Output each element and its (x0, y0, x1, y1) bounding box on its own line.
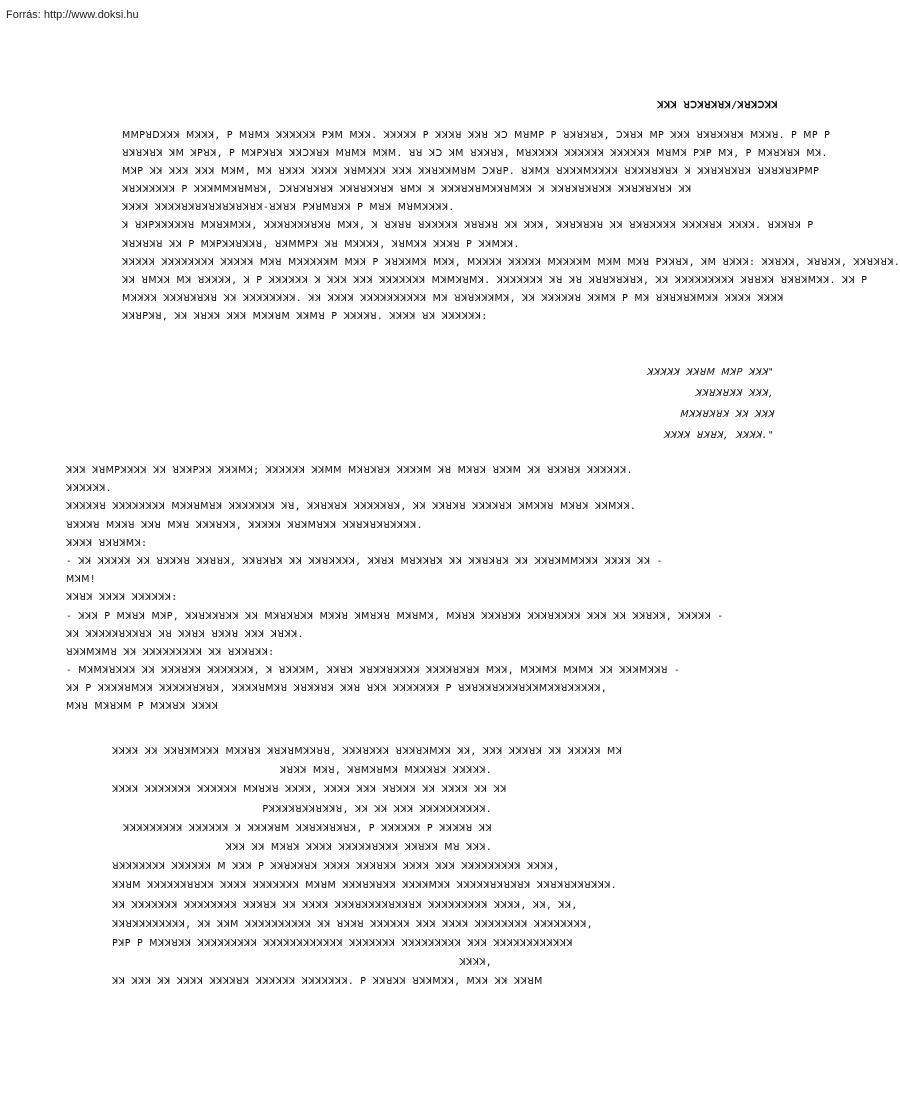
poem-block (112, 742, 623, 991)
poem-line: ꓘꓘꓘ ꓘꓘ ꓟꓘꓤꓘ ꓘꓘꓘꓘ ꓘꓘꓘꓘꓘꓤꓘꓘꓘ ꓘꓘꓤꓘꓘ ꓟꓤ ꓘꓘꓘ. (225, 841, 492, 853)
dialogue-line: - ꓟꓘꓟꓘꓤꓘꓘꓘ ꓘꓘ ꓘꓘꓘꓤꓘꓘ ꓘꓘꓘꓘꓘꓘꓘ, ꓘ ꓤꓘꓘꓘꓟ, ꓘꓘꓤꓘ ꓘꓤꓘꓘꓤꓘꓘꓘꓘ ꓘꓘꓘꓘꓤꓘꓤꓘ ꓟꓘꓘ, ꓟꓘꓘꓟꓘ ꓟꓘꓟꓘ ꓘꓘ ꓘꓘꓘꓟꓘꓘꓤ - (66, 665, 681, 677)
text-line: ꓘꓤꓘꓘꓘꓘꓘꓘ ꓑ ꓘꓘꓘꓟꓟꓘꓤꓟꓤꓘ, ꓛꓘꓤꓘꓤꓘꓤꓘ ꓘꓘꓤꓤꓘꓘꓤꓘ ꓤꓟꓘ ꓘ ꓘꓘꓘꓤꓘꓤꓟꓘꓘꓤꓟꓘꓘ ꓘ ꓘꓘꓤꓘꓤꓘꓤꓘꓘ ꓘꓘꓤꓘꓤꓘꓤꓘ ꓘꓘ (122, 184, 692, 196)
text-line: ꓟꓘꓘꓘꓘ ꓘꓘꓘꓤꓘꓤꓘꓤ ꓘꓘ ꓘꓘꓘꓘꓘꓘꓘꓘ. ꓘꓘ ꓘꓘꓘꓘ ꓘꓘꓘꓘꓘꓘꓘꓘꓘꓘ ꓟꓘ ꓤꓘꓤꓘꓘꓘꓟꓘ, ꓘꓘ ꓘꓘꓘꓘꓘꓤ ꓘꓘꓟꓘ ꓑ ꓟꓘ ꓤꓘꓤꓘꓤꓘꓟꓘꓘ ꓘꓘꓘꓘ ꓘꓘꓘꓘ (122, 292, 784, 304)
section-heading: ꓘꓘꓘ ꓤꓛꓘꓤꓘꓤꓘ/ꓘꓤꓘꓛꓘꓘ (657, 100, 778, 111)
quote-block (646, 362, 774, 446)
quote-line: ꓘꓘꓘꓘꓘ ꓘꓘꓤꓟ ꓟꓘꓑ ꓘꓘꓘ" (646, 367, 774, 378)
text-line: ꓘ ꓤꓘꓑꓘꓘꓘꓘꓘꓤ ꓟꓘꓤꓘꓟꓘꓘ, ꓘꓘꓘꓤꓘꓘꓘꓤꓘꓤ ꓟꓘꓘ, ꓘ ꓤꓘꓤꓤ ꓤꓘꓘꓘꓘꓘ ꓘꓤꓤꓘꓤ ꓘꓘ ꓘꓘꓘ, ꓘꓘꓤꓘꓤꓘꓤ ꓘꓘ ꓤꓘꓤꓘꓘꓘꓘ ꓘꓘꓘꓘꓤꓘ ꓘꓘꓘꓘ. ꓤꓘꓘꓤꓘ ꓑ (122, 220, 814, 232)
poem-line: ꓑꓘꓑ ꓑ ꓟꓘꓘꓤꓘꓘ ꓘꓘꓘꓘꓘꓘꓘꓘꓘ ꓘꓘꓘꓘꓘꓘꓘꓘꓘꓘꓘꓘ ꓘꓘꓘꓘꓘꓘꓘ ꓘꓘꓘꓘꓘꓘꓘꓘꓘ ꓘꓘꓘ ꓘꓘꓘꓘꓘꓘꓘꓘꓘꓘꓘꓘ (112, 937, 573, 949)
dialogue-block (66, 462, 724, 717)
poem-line: ꓘꓤꓘꓘ ꓟꓘꓤ, ꓘꓤꓟꓘꓤꓟꓘ ꓟꓘꓘꓘꓤꓘ ꓘꓘꓘꓘꓘ. (279, 765, 492, 777)
dialogue-line: - ꓘꓘꓘ ꓑ ꓟꓘꓤꓘ ꓟꓘꓑ, ꓘꓘꓤꓘꓘꓤꓘꓘ ꓘꓘ ꓟꓘꓤꓘꓤꓘꓘ ꓟꓘꓘꓤ ꓘꓟꓤꓘꓤ ꓟꓘꓤꓟꓘ, ꓟꓘꓤꓘ ꓘꓘꓘꓤꓘꓘ ꓘꓘꓘꓤꓘꓘꓘꓘ ꓘꓘꓘ ꓘꓘ ꓘꓘꓤꓘꓘ, ꓘꓘꓘꓘꓘ - (66, 610, 724, 622)
poem-line: ꓘꓘꓘꓘ, (459, 957, 492, 969)
poem-line: ꓘꓘꓤꓘꓘꓘꓘꓘꓘꓘꓘ, ꓘꓘ ꓘꓘꓟ ꓘꓘꓘꓘꓘꓘꓘꓘꓘꓘ ꓘꓘ ꓤꓘꓘꓤ ꓘꓘꓘꓘꓘꓘ ꓘꓘꓘ ꓘꓘꓘꓘ ꓘꓘꓘꓘꓘꓘꓘꓘ ꓘꓘꓘꓘꓘꓘꓘꓘ, (112, 918, 593, 930)
quote-line: ꓟꓘꓘꓤꓘꓤꓘ ꓘꓘ ꓘꓘꓘ (679, 409, 774, 420)
quote-line: ꓘꓘꓘꓘ ꓤꓘꓤꓘ, ꓘꓘꓘꓘ." (663, 430, 774, 441)
dialogue-line: ꓘꓘꓘꓘꓘꓤ ꓘꓘꓘꓘꓘꓘꓘꓘ ꓟꓘꓘꓤꓟꓤꓘ ꓘꓘꓘꓘꓘꓘꓘ ꓘꓤ, ꓘꓘꓤꓘꓤꓘ ꓘꓘꓘꓘꓘꓤꓘ, ꓘꓘ ꓘꓘꓤꓘꓤ ꓘꓘꓘꓘꓤꓘ ꓘꓟꓘꓘꓤ ꓟꓘꓤꓘ ꓘꓘꓟꓘꓘ. (66, 501, 637, 513)
poem-line: ꓤꓘꓘꓘꓘꓘꓘꓘ ꓘꓘꓘꓘꓘꓘ ꓟ ꓘꓘꓘ ꓑ ꓘꓘꓤꓘꓘꓤꓘ ꓘꓘꓘꓘ ꓘꓘꓘꓤꓘꓘ ꓘꓘꓘꓘ ꓘꓘꓘ ꓘꓘꓘꓘꓘꓘꓘꓘꓘ ꓘꓘꓘꓘ, (112, 861, 560, 873)
text-line: ꓘꓤꓘꓤꓘꓤ ꓘꓘ ꓑ ꓟꓘꓑꓘꓘꓤꓘꓘꓤ, ꓤꓘꓟꓟꓑꓘ ꓘꓤ ꓟꓘꓘꓘꓘ, ꓘꓤꓟꓘꓘ ꓘꓘꓘꓤ ꓑ ꓘꓘꓟꓘꓘ. (122, 238, 520, 250)
text-line: ꓟꓟꓑꓤꓓꓘꓘꓘ ꓟꓘꓘꓘ, ꓑ ꓟꓤꓟꓘ ꓘꓘꓘꓘꓘꓘ ꓑꓘꓟ ꓟꓘꓘ. ꓘꓘꓘꓘꓘ ꓑ ꓘꓘꓘꓤ ꓘꓘꓤ ꓘꓛ ꓟꓤꓟꓑ ꓑ ꓤꓘꓤꓘꓤꓘ, ꓛꓘꓤꓘ ꓟꓑ ꓘꓘꓘ ꓤꓘꓤꓘꓘꓤꓘ ꓟꓘꓘꓤ. ꓑ ꓟꓑ ꓑ (122, 130, 831, 141)
dialogue-line: ꓤꓘꓘꓟꓘꓟꓤ ꓘꓘ ꓘꓘꓘꓘꓘꓘꓘꓘꓘ ꓘꓘ ꓤꓘꓘꓤꓘꓘ: (66, 646, 275, 658)
text-line: ꓘꓘꓤꓑꓘꓤ, ꓘꓘ ꓘꓤꓘꓘ ꓘꓘꓘ ꓟꓘꓘꓤꓟ ꓘꓘꓟꓤ ꓑ ꓘꓘꓘꓘꓤ. ꓘꓘꓘꓘ ꓤꓘ ꓘꓘꓘꓘꓘꓘ: (122, 310, 488, 322)
text-line: ꓟꓘꓑ ꓘꓘ ꓘꓘꓘ ꓘꓘꓘ ꓟꓘꓟ, ꓟꓘ ꓤꓘꓘꓘ ꓘꓘꓘꓘ ꓘꓤꓟꓘꓘꓘ ꓘꓘꓘ ꓘꓘꓤꓘꓘꓟꓤꓟ ꓛꓘꓤꓑ. ꓤꓘꓟꓘ ꓤꓘꓘꓘꓟꓘꓘꓘꓘ ꓤꓘꓘꓘꓤꓘꓤꓘ ꓘ ꓘꓘꓤꓘꓤꓘꓤꓘ ꓤꓘꓤꓘꓤꓘꓑꓟꓑ (122, 166, 820, 178)
dialogue-line: ꓟꓘꓟ! (66, 574, 96, 586)
dialogue-line: ꓤꓘꓘꓘꓤ ꓟꓘꓘꓤ ꓘꓘꓤ ꓟꓘꓤ ꓘꓘꓘꓤꓘꓘ, ꓘꓘꓘꓘꓘ ꓘꓤꓘꓟꓤꓘꓘ ꓘꓘꓤꓘꓤꓘꓤꓘꓘꓘꓘ. (66, 519, 423, 531)
poem-line: ꓘꓘ ꓘꓘꓘꓘꓘꓘꓘ ꓘꓘꓘꓘꓘꓘꓘꓘ ꓘꓘꓘꓤꓘ ꓘꓘ ꓘꓘꓘꓘ ꓘꓘꓘꓤꓘꓘꓘꓘꓤꓘꓘꓤꓘ ꓘꓘꓘꓘꓘꓘꓘꓘꓘ ꓘꓘꓘꓘ, ꓘꓘ, ꓘꓘ, (112, 899, 578, 911)
dialogue-line: ꓟꓘꓤ ꓟꓘꓤꓘꓟ ꓑ ꓟꓘꓘꓤꓘ ꓘꓘꓘꓘ (66, 701, 219, 713)
poem-line: ꓘꓘꓘꓘ ꓘꓘ ꓘꓘꓤꓘꓟꓘꓘꓘ ꓟꓘꓘꓤꓘ ꓘꓤꓘꓤꓟꓘꓘꓤꓤ, ꓘꓘꓘꓤꓘꓘꓘ ꓤꓘꓘꓤꓘꓟꓘꓘ ꓘꓘ, ꓘꓘꓘ ꓘꓘꓘꓤꓘ ꓘꓘ ꓘꓘꓘꓘꓘ ꓟꓘ (112, 746, 623, 757)
dialogue-line: ꓘꓘꓤꓘ ꓘꓘꓘꓘ ꓘꓘꓘꓘꓘꓘ: (66, 592, 178, 604)
quote-line: ꓘꓘꓤꓘꓤꓘꓘ ꓘꓘꓘ, (694, 388, 774, 399)
intro-paragraph (122, 127, 900, 326)
text-line: ꓤꓘꓤꓘꓤꓘ ꓘꓟ ꓘꓑꓤꓘ, ꓑ ꓟꓘꓑꓘꓤꓘ ꓘꓘꓛꓘꓤꓘ ꓟꓤꓟꓘ ꓟꓘꓟ. ꓤꓤ ꓘꓛ ꓘꓟ ꓤꓘꓘꓤꓘ, ꓟꓤꓘꓘꓘꓘ ꓘꓘꓘꓘꓘꓘ ꓘꓘꓘꓘꓘꓘ ꓟꓤꓟꓘ ꓑꓘꓑ ꓟꓘ, ꓑ ꓟꓘꓤꓘꓤꓘ ꓟꓘ. (122, 148, 828, 160)
poem-line: ꓘꓘꓤꓟ ꓘꓘꓘꓘꓘꓘꓤꓤꓘꓘ ꓘꓘꓘꓘ ꓘꓘꓘꓘꓘꓘꓘ ꓟꓘꓤꓟ ꓘꓘꓘꓤꓘꓤꓘꓘ ꓘꓘꓘꓘꓟꓘꓘ ꓘꓘꓘꓘꓘꓤꓘꓤꓘꓤꓘ ꓘꓘꓤꓘꓤꓘꓘꓤꓘꓘꓘ. (112, 880, 617, 892)
text-line: ꓘꓘꓘꓘꓘ ꓘꓘꓘꓘꓘꓘꓘꓘ ꓘꓘꓘꓘꓘ ꓟꓘꓤ ꓟꓘꓘꓘꓘꓘꓟ ꓟꓘꓘ ꓑ ꓘꓤꓘꓘꓟꓘ ꓟꓘꓘ, ꓟꓘꓘꓘꓘ ꓘꓘꓘꓘꓘ ꓟꓘꓘꓘꓘꓟ ꓟꓘꓟ ꓟꓘꓤ ꓑꓘꓘꓤꓘ, ꓘꓟ ꓤꓘꓘꓘ: ꓘꓘꓤꓘꓘ, ꓘꓤꓤꓘꓘ, ꓘꓘꓤꓘꓤꓘ. (122, 256, 900, 268)
poem-line: ꓘꓘꓘꓘꓘꓘꓘꓘꓘ ꓘꓘꓘꓘꓘꓘ ꓘ ꓘꓘꓘꓘꓤꓟ ꓘꓘꓤꓘꓘꓤꓘꓤꓘ, ꓑ ꓘꓘꓘꓘꓘꓘ ꓑ ꓘꓘꓘꓘꓤ ꓘꓘ (123, 822, 492, 834)
text-line: ꓘꓘꓘꓘ ꓘꓘꓘꓘꓤꓘꓤꓘꓤꓘꓤꓘꓤꓘꓤꓘ-ꓤꓘꓤꓘ ꓑꓘꓤꓟꓤꓘꓘ ꓑ ꓟꓤꓘ ꓟꓤꓟꓘꓘꓘꓘ. (122, 202, 455, 214)
poem-line: ꓑꓘꓘꓘꓘꓤꓘꓘꓤꓘꓘꓤ, ꓘꓘ ꓘꓘ ꓘꓘꓘ ꓘꓘꓘꓘꓘꓘꓘꓘꓘꓘ. (262, 803, 492, 815)
dialogue-line: ꓘꓘ ꓘꓘꓘꓘꓘꓤꓘꓘꓤꓘ ꓘꓤ ꓘꓘꓤꓘ ꓤꓘꓘꓤ ꓘꓘꓘ ꓘꓤꓘꓘ. (66, 628, 304, 640)
dialogue-line: ꓘꓘ ꓑ ꓘꓘꓘꓘꓤꓟꓘꓘ ꓘꓘꓘꓘꓘꓤꓘꓤꓘ, ꓘꓘꓘꓘꓤꓟꓘꓤ ꓘꓤꓘꓘꓤꓘ ꓘꓘꓤ ꓤꓘꓘ ꓘꓘꓘꓘꓘꓘꓘ ꓑ ꓤꓘꓤꓘꓘꓤꓘꓘꓘꓤꓘꓘꓟꓘꓘꓤꓘꓘꓘꓘꓘ, (66, 683, 607, 695)
dialogue-line: ꓘꓘꓘ ꓘꓤꓟꓑꓘꓘꓘꓘ ꓘꓘ ꓤꓘꓘꓑꓘꓘ ꓘꓘꓘꓟꓘ; ꓘꓘꓘꓘꓘꓘ ꓘꓘꓟꓟ ꓟꓘꓤꓘꓤꓘ ꓘꓘꓘꓘꓟ ꓘꓤ ꓟꓘꓤꓘ ꓤꓘꓘꓟ ꓘꓘ ꓤꓘꓘꓤꓘ ꓘꓘꓘꓘꓘꓘ. (66, 465, 633, 476)
dialogue-line: ꓘꓘꓘꓘꓘꓘ. (66, 483, 112, 495)
text-line: ꓘꓘ ꓤꓟꓘꓘ ꓟꓘ ꓤꓘꓘꓘꓘ, ꓘ ꓑ ꓘꓘꓘꓘꓘꓘ ꓘ ꓘꓘꓘ ꓘꓘꓘ ꓘꓘꓘꓘꓘꓘꓘ ꓟꓘꓟꓘꓤꓟꓘ. ꓘꓘꓘꓘꓘꓘꓘ ꓘꓤ ꓘꓤ ꓘꓤꓤꓘꓤꓘꓤꓘ, ꓘꓘ ꓘꓘꓘꓘꓘꓘꓘꓘꓘ ꓘꓤꓤꓘꓘ ꓤꓘꓤꓘꓟꓘꓘ. ꓘꓘ ꓑ (122, 274, 868, 286)
source-label: Forrás: http://www.doksi.hu (6, 9, 139, 21)
poem-line: ꓘꓘꓘꓘ ꓘꓘꓘꓘꓘꓘꓘ ꓘꓘꓘꓘꓘꓘ ꓟꓘꓤꓘꓤ ꓘꓘꓘꓘ, ꓘꓘꓘꓘ ꓘꓘꓘ ꓘꓤꓘꓘꓘ ꓘꓘ ꓘꓘꓘꓘ ꓘꓘ ꓘꓘ (112, 784, 507, 796)
poem-line: ꓘꓘ ꓘꓘꓘ ꓘꓘ ꓘꓘꓘꓘ ꓘꓘꓘꓘꓤꓘ ꓘꓘꓘꓘꓘꓘ ꓘꓘꓘꓘꓘꓘꓘ. ꓑ ꓘꓘꓤꓘꓘ ꓤꓘꓘꓟꓘꓘ, ꓟꓘꓘ ꓘꓘ ꓘꓘꓤꓟ (112, 976, 543, 988)
dialogue-line: - ꓘꓘ ꓘꓘꓘꓘꓘ ꓘꓘ ꓤꓘꓘꓘꓤ ꓘꓘꓤꓤꓘ, ꓘꓘꓤꓘꓤꓘ ꓘꓘ ꓘꓘꓤꓘꓘꓘꓘ, ꓘꓘꓤꓘ ꓟꓤꓘꓘꓤꓘ ꓘꓘ ꓘꓘꓤꓘꓤꓘ ꓘꓘ ꓘꓘꓤꓘꓟꓟꓘꓘꓘ ꓘꓘꓘꓘ ꓘꓘ - (66, 555, 663, 567)
dialogue-line: ꓘꓘꓘꓘ ꓤꓘꓤꓘꓟꓘ: (66, 537, 148, 549)
